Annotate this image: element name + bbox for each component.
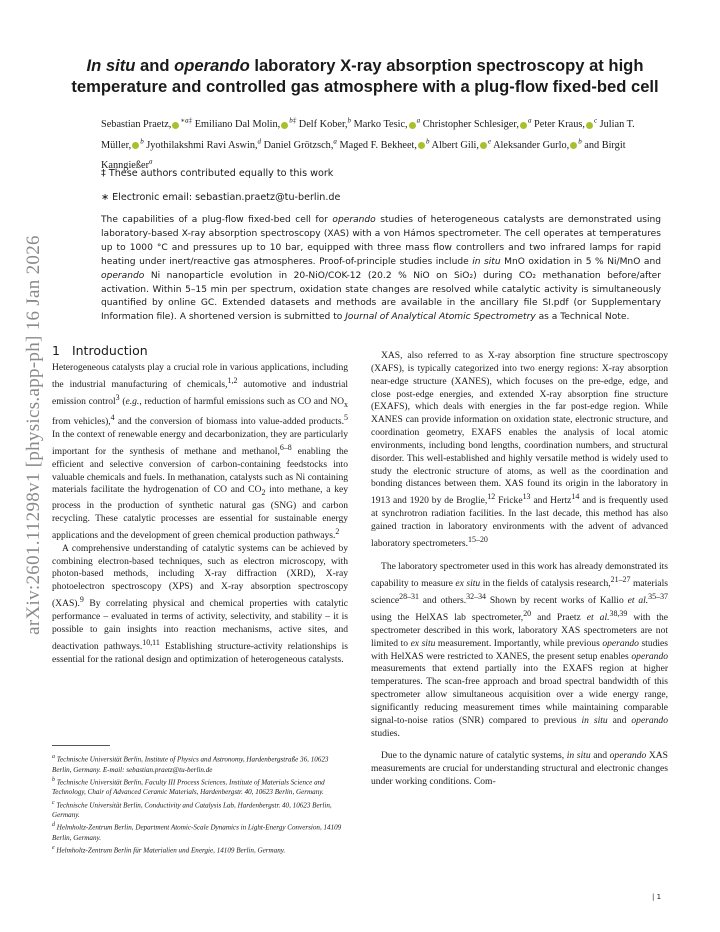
arxiv-stamp: arXiv:2601.11298v1 [physics.app-ph] 16 Jan 2026 (23, 235, 44, 635)
orcid-icon[interactable] (132, 142, 139, 149)
orcid-icon[interactable] (520, 122, 527, 129)
author-name: and Birgit Kanngießer$^a$ (101, 139, 626, 172)
author-name: Maged F. Bekheet, $^b$ (339, 137, 430, 151)
orcid-icon[interactable] (409, 122, 416, 129)
author-name: Aleksander Gurlo, $^b$ (493, 137, 582, 151)
email-note: ∗ Electronic email: sebastian.praetz@tu-berlin.de (101, 192, 341, 203)
author-name: Daniel Grötzsch,$^a$ (263, 137, 337, 151)
paragraph: Heterogeneous catalysts play a crucial role in various applications, including the industrial manufacturing of chemicals,$^{1,2}$ automotive and industrial emission control$^3$ (e.g., reduction of harmful emissions such as CO and $NO_x$ from vehicles),$^4$ and the conversion of biomass into value-added products.$^5$ In the context of renewable energy and decarbonization, they are particularly important for the synthesis of methane and methanol,$^{6-8}$ enabling the efficient and selective conversion of carbon-containing feedstocks into valuable chemicals and fuels. In methanation, catalysts such as Ni containing materials facilitate the hydrogenation of CO and $CO_2$ into methane, a key process in the production of synthetic natural gas (SNG) and carbon recycling. These catalytic processes are essential for sustainable energy applications and the development of green chemical production pathways.$^2$ (52, 362, 348, 541)
affiliation-footnote: $^a$ Technische Universität Berlin, Institute of Physics and Astronomy, Hardenbergstraße 36, 10623 Berlin, Germany. E-mail: sebastian.praetz@tu-berlin.de (52, 754, 329, 774)
orcid-icon[interactable] (281, 122, 288, 129)
orcid-icon[interactable] (418, 142, 425, 149)
author-name: Peter Kraus, $^c$ (534, 117, 598, 131)
author-name: Christopher Schlesiger, $^a$ (422, 117, 532, 131)
affiliation-footnote: $^b$ Technische Universität Berlin, Faculty III Process Sciences, Institute of Materials Science and Technology, Chair of Advanced Ceramic Materials, Hardenbergstr. 40, 10623 Berlin, Germany. (52, 776, 325, 797)
paragraph: XAS, also referred to as X-ray absorption fine structure spectroscopy (XAFS), is typically categorized into two energy regions: X-ray absorption near-edge structure (XANES), which focuses on the pre-edge, edge, and close post-edge energies, and extended X-ray absorption fine structure (EXAFS), which deals with energies in the far post-edge region. While XANES can provide information on oxidation state, electronic structure, and coordination geometry, EXAFS enables the analysis of local atomic environments, including bond lengths, coordination numbers, and structural disorder. This well-established and highly versatile method is widely used to study the electronic structure of atoms, as well as the coordination and bonding distances between them. XAS found its origin in the laboratory in 1913 and 1920 by de Broglie,$^{12}$ Fricke$^{13}$ and Hertz$^{14}$ and is frequently used at synchrotron radiation facilities. In the last decade, this method has also gained traction in laboratory environments with the advent of advanced laboratory spectrometers.$^{15-20}$ (371, 350, 668, 550)
author-name: Albert Gili, $^e$ (431, 137, 492, 151)
paragraph: The laboratory spectrometer used in this work has already demonstrated its capability to measure ex situ in the fields of catalysis research,$^{21-27}$ materials science$^{28-31}$ and others.$^{32-34}$ Shown by recent works of Kallio et al.$^{35-37}$ using the HelXAS lab spectrometer,$^{20}$ and Praetz et al.$^{38,39}$ with the spectrometer described in this work, laboratory XAS spectrometers are not limited to ex situ measurement. Importantly, while previous operando studies with HelXAS were restricted to XANES, the present setup enables operando measurements that extend partially into the EXAFS region at higher temperatures. The scan-free approach and broad spectral bandwidth of this spectrometer allow simultaneous acquisition over a wide energy range, significantly reducing measurement times while maintaining comparable signal-to-noise ratios (SNR) compared to previous in situ and operando studies. (371, 561, 669, 739)
orcid-icon[interactable] (172, 122, 179, 129)
affiliation-footnote: $^d$ Helmholtz-Zentrum Berlin, Department Atomic-Scale Dynamics in Light-Energy Conversion, 14109 Berlin, Germany. (52, 822, 342, 842)
footnote-divider (52, 745, 110, 746)
paragraph: A comprehensive understanding of catalytic systems can be achieved by combining electron-based techniques, such as electron microscopy, with photon-based methods, including X-ray diffraction (XRD), X-ray photoelectron spectroscopy (XPS) and X-ray absorption spectroscopy (XAS).$^9$ By correlating physical and chemical properties with catalytic performance – evaluated in terms of activity, selectivity, and stability – it is possible to gain insights into reaction mechanisms, active sites, and deactivation pathways.$^{10,11}$ Establishing structure-activity relationships is essential for the rational design and optimization of heterogeneous catalysts. (52, 542, 348, 665)
page-number: | 1 (652, 893, 662, 901)
orcid-icon[interactable] (586, 122, 593, 129)
paper-title: In situ and operando laboratory X-ray absorption spectroscopy at high temperature and controlled gas atmosphere with a plug-flow fixed-bed cell (71, 56, 659, 96)
section-heading: 1 Introduction (52, 343, 148, 358)
author-list (101, 113, 661, 174)
author-name: Emiliano Dal Molin, $^{b\ddagger}$ (194, 117, 297, 131)
paragraph: Due to the dynamic nature of catalytic systems, in situ and operando XAS measurements are crucial for understanding structural and electronic changes under working conditions. Com- (371, 750, 668, 788)
affiliation-footnote: $^e$ Helmholtz-Zentrum Berlin für Materialien und Energie, 14109 Berlin, Germany. (52, 845, 286, 855)
affiliation-footnotes (52, 752, 347, 856)
author-name: Delf Kober,$^b$ (298, 117, 352, 131)
author-name: Julian T. Müller, $^b$ (101, 119, 635, 151)
orcid-icon[interactable] (480, 142, 487, 149)
affiliation-footnote: $^c$ Technische Universität Berlin, Conductivity and Catalysis Lab, Hardenbergstr. 40, 10623 Berlin, Germany. (52, 799, 332, 820)
abstract: The capabilities of a plug-flow fixed-bed cell for operando studies of heterogeneous catalysts are demonstrated using laboratory-based X-ray absorption spectroscopy (XAS) with a von Hámos spectrometer. The cell operates at temperatures up to 1000 °C and pressures up to 10 bar, equipped with three mass flow controllers and two infrared lamps for rapid heating under inert/reactive gas atmospheres. Proof-of-principle studies include in situ MnO oxidation in 5 % Ni/MnO and operando Ni nanoparticle evolution in 20-NiO/COK-12 (20.2 % NiO on SiO₂) during CO₂ methanation before/after activation. Within 5–15 min per spectrum, oxidation state changes are resolved while catalytic activity is simultaneously quantified by online GC. Extended datasets and methods are available in the ancillary file SI.pdf (or Supplementary Information file). A shortened version is submitted to Journal of Analytical Atomic Spectrometry as a Technical Note. (101, 215, 662, 323)
author-name: Sebastian Praetz, $^{∗a\ddagger}$ (101, 117, 193, 131)
author-name: Jyothilakshmi Ravi Aswin,$^d$ (146, 137, 262, 151)
left-column (52, 362, 348, 667)
equal-contribution-note: ‡ These authors contributed equally to this work (101, 168, 334, 179)
right-column (371, 350, 668, 789)
orcid-icon[interactable] (570, 142, 577, 149)
author-name: Marko Tesic, $^a$ (353, 117, 421, 131)
